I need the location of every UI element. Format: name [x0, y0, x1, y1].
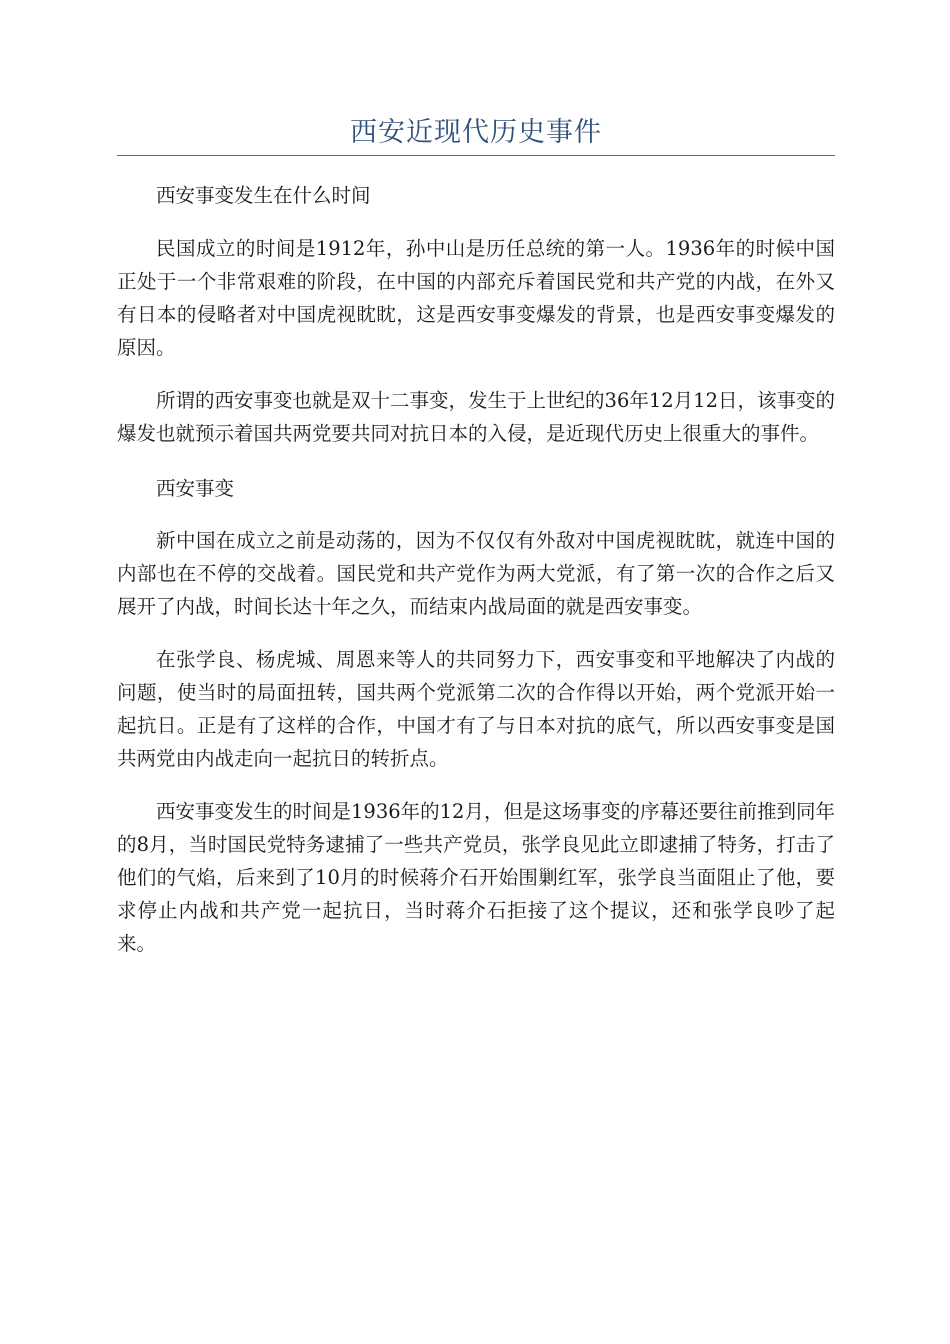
title-underline	[117, 155, 835, 156]
body-paragraph: 在张学良、杨虎城、周恩来等人的共同努力下，西安事变和平地解决了内战的问题，使当时的局面扭转，国共两个党派第二次的合作得以开始，两个党派开始一起抗日。正是有了这样的合作，中国才有了与日本对抗的底气，所以西安事变是国共两党由内战走向一起抗日的转折点。	[117, 648, 835, 770]
body-paragraph: 西安事变发生的时间是1936年的12月，但是这场事变的序幕还要往前推到同年的8月，当时国民党特务逮捕了一些共产党员，张学良见此立即逮捕了特务，打击了他们的气焰，后来到了10月的时候蒋介石开始围剿红军，张学良当面阻止了他，要求停止内战和共产党一起抗日，当时蒋介石拒接了这个提议，还和张学良吵了起来。	[117, 800, 835, 955]
document-title: 西安近现代历史事件	[350, 117, 602, 148]
body-paragraph: 民国成立的时间是1912年，孙中山是历任总统的第一人。1936年的时候中国正处于一个非常艰难的阶段，在中国的内部充斥着国民党和共产党的内战，在外又有日本的侵略者对中国虎视眈眈，这是西安事变爆发的背景，也是西安事变爆发的原因。	[117, 237, 835, 359]
body-paragraph: 所谓的西安事变也就是双十二事变，发生于上世纪的36年12月12日，该事变的爆发也就预示着国共两党要共同对抗日本的入侵，是近现代历史上很重大的事件。	[117, 389, 835, 445]
section-heading: 西安事变发生在什么时间	[156, 184, 371, 207]
section-heading: 西安事变	[156, 477, 235, 500]
document-page	[117, 0, 835, 960]
body-paragraph: 新中国在成立之前是动荡的，因为不仅仅有外敌对中国虎视眈眈，就连中国的内部也在不停的交战着。国民党和共产党作为两大党派，有了第一次的合作之后又展开了内战，时间长达十年之久，而结束内战局面的就是西安事变。	[117, 529, 835, 618]
